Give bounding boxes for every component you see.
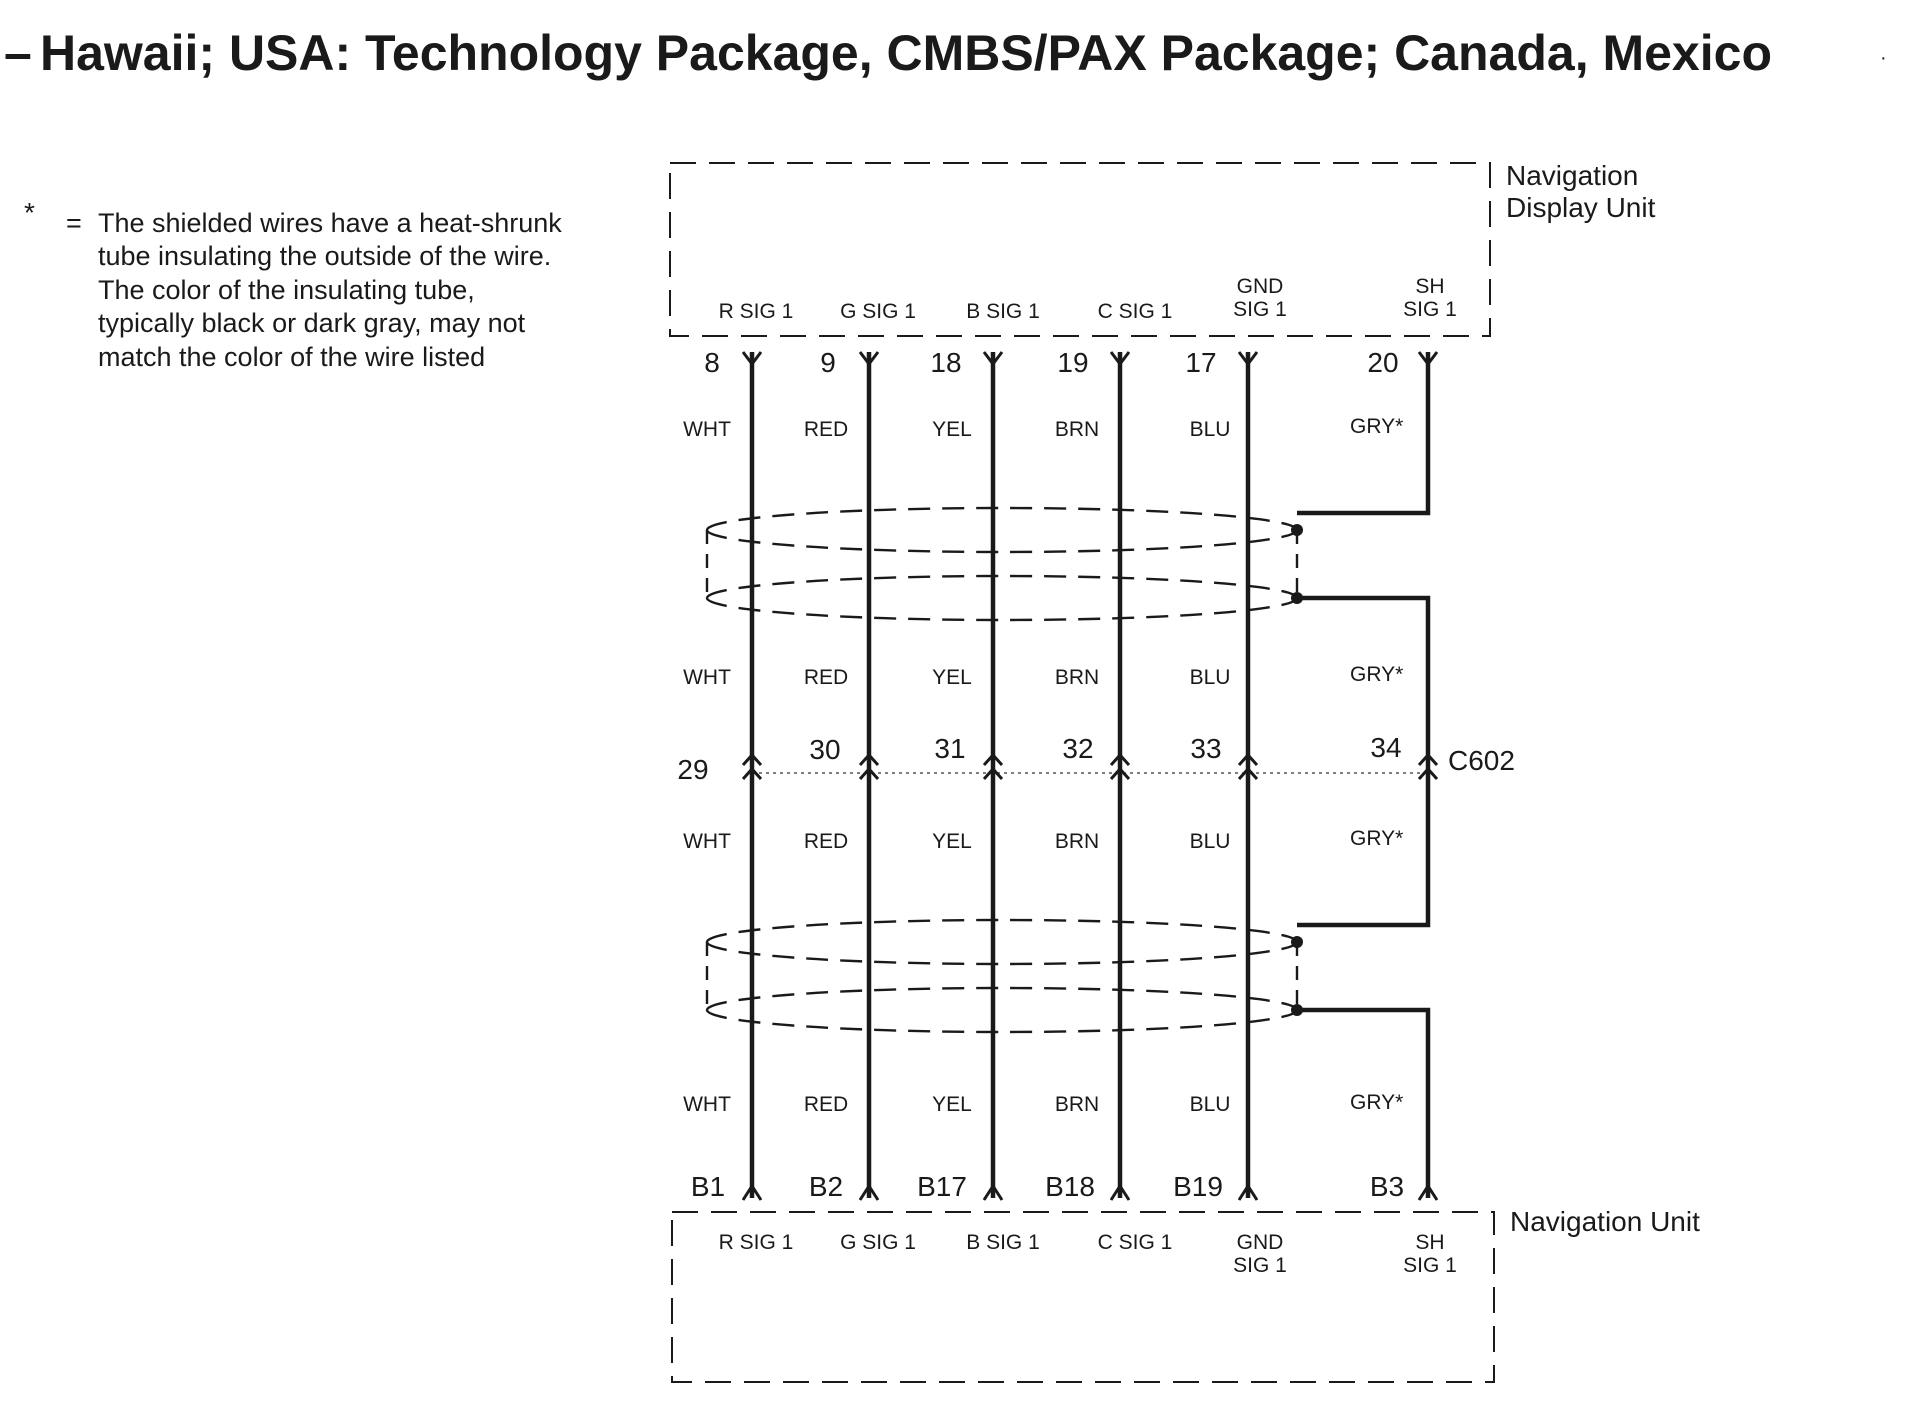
wire-labels: [677, 347, 1404, 1202]
top-pin-number: 8: [704, 347, 720, 378]
wire-color-label: BLU: [1189, 1093, 1231, 1116]
bottom-signal-label: SIG 1: [1233, 1254, 1287, 1277]
bottom-pin-number: B3: [1369, 1171, 1405, 1202]
wire-color-label: WHT: [683, 830, 731, 853]
shield-ellipse-front: [707, 942, 1297, 964]
top-signal-label: R SIG 1: [718, 300, 794, 323]
bottom-signal-label: C SIG 1: [1097, 1231, 1173, 1254]
bottom-unit-box: [672, 1212, 1494, 1382]
top-pin-number: 9: [820, 347, 836, 378]
note-line-3: The color of the insulating tube,: [98, 275, 475, 305]
title-dash: –: [4, 25, 32, 81]
shield-ellipse-back: [707, 576, 1297, 598]
bottom-unit-name-1: Navigation Unit: [1510, 1206, 1700, 1237]
top-pin-number: 17: [1185, 347, 1217, 378]
wire-color-label: YEL: [932, 666, 972, 689]
wire-color-label: RED: [803, 1093, 849, 1116]
mid-pin-number: 32: [1062, 733, 1094, 764]
wire-color-label: GRY*: [1350, 415, 1404, 438]
mid-pin-number: 31: [934, 733, 966, 764]
bottom-signal-label: SIG 1: [1403, 1254, 1457, 1277]
top-unit-name-1: Navigation: [1506, 160, 1639, 191]
wire-color-label: RED: [803, 830, 849, 853]
top-pin-number: 20: [1367, 347, 1399, 378]
shield-ellipse-front: [707, 530, 1297, 552]
top-signal-label: SH: [1415, 275, 1445, 298]
top-pin-number: 18: [930, 347, 962, 378]
shield-ellipse-front: [707, 1010, 1297, 1032]
wire-color-label: BLU: [1189, 830, 1231, 853]
note-symbol: *: [24, 197, 35, 228]
note-line-4: typically black or dark gray, may not: [98, 308, 526, 338]
bottom-pin-number: B2: [808, 1171, 844, 1202]
wire-color-label: BRN: [1054, 666, 1100, 689]
top-signal-label: B SIG 1: [966, 300, 1040, 323]
shield-bundles-front: [707, 524, 1303, 1032]
note-line-5: match the color of the wire listed: [98, 342, 486, 372]
bottom-signal-label: B SIG 1: [966, 1231, 1040, 1254]
wire-color-label: GRY*: [1350, 663, 1404, 686]
bottom-pin-number: B17: [917, 1171, 967, 1202]
top-signal-label: SIG 1: [1233, 298, 1287, 321]
wire-color-label: WHT: [683, 1093, 731, 1116]
wires: [743, 352, 1437, 1200]
note-equals: =: [66, 208, 82, 238]
top-signal-label: GND: [1236, 275, 1284, 298]
top-pin-number: 19: [1057, 347, 1089, 378]
wire-color-label: WHT: [683, 418, 731, 441]
mid-pin-number: 34: [1370, 732, 1402, 763]
shield-ellipse-front: [707, 598, 1297, 620]
wire-color-label: BRN: [1054, 418, 1100, 441]
shield-ellipse-back: [707, 920, 1297, 942]
wire-color-label: GRY*: [1350, 827, 1404, 850]
wire-color-label: RED: [803, 418, 849, 441]
wire-color-label: YEL: [932, 830, 972, 853]
page-title: Hawaii; USA: Technology Package, CMBS/PAX Package; Canada, Mexico: [40, 25, 1772, 81]
top-signal-label: G SIG 1: [840, 300, 916, 323]
wire-color-label: GRY*: [1350, 1091, 1404, 1114]
bottom-signal-label: GND: [1236, 1231, 1284, 1254]
mid-pin-number: 33: [1190, 733, 1222, 764]
top-unit-name-2: Display Unit: [1506, 192, 1656, 223]
shield-drain-dot: [1291, 1004, 1303, 1016]
wire-color-label: BLU: [1189, 418, 1231, 441]
wire-color-label: WHT: [683, 666, 731, 689]
note-line-1: The shielded wires have a heat-shrunk: [98, 208, 562, 238]
top-signal-label: SIG 1: [1403, 298, 1457, 321]
mid-pin-number: 30: [809, 734, 841, 765]
bottom-pin-number: B18: [1045, 1171, 1095, 1202]
shield-drain-dot: [1291, 524, 1303, 536]
top-signal-label: C SIG 1: [1097, 300, 1173, 323]
navigation-display-unit: [670, 160, 1656, 336]
mid-pin-number: 29: [677, 754, 709, 785]
bottom-signal-label: R SIG 1: [718, 1231, 794, 1254]
bottom-signal-label: SH: [1415, 1231, 1445, 1254]
shield-ellipse-back: [707, 508, 1297, 530]
wire-color-label: YEL: [932, 418, 972, 441]
bottom-signal-label: G SIG 1: [840, 1231, 916, 1254]
shield-ellipse-back: [707, 988, 1297, 1010]
top-unit-signals: [719, 275, 1457, 323]
bottom-pin-number: B19: [1173, 1171, 1223, 1202]
title-dot: ·: [1880, 47, 1887, 69]
bottom-pin-number: B1: [690, 1171, 726, 1202]
connector-c602-label: C602: [1448, 745, 1515, 776]
shield-drain-dot: [1291, 936, 1303, 948]
wire-color-label: BLU: [1189, 666, 1231, 689]
shield-drain-dot: [1291, 592, 1303, 604]
note-line-2: tube insulating the outside of the wire.: [98, 241, 552, 271]
wire-color-label: BRN: [1054, 830, 1100, 853]
bottom-unit-signals: [719, 1231, 1457, 1277]
wire-color-label: BRN: [1054, 1093, 1100, 1116]
navigation-unit: [672, 1206, 1700, 1382]
wire-color-label: RED: [803, 666, 849, 689]
wire-color-label: YEL: [932, 1093, 972, 1116]
